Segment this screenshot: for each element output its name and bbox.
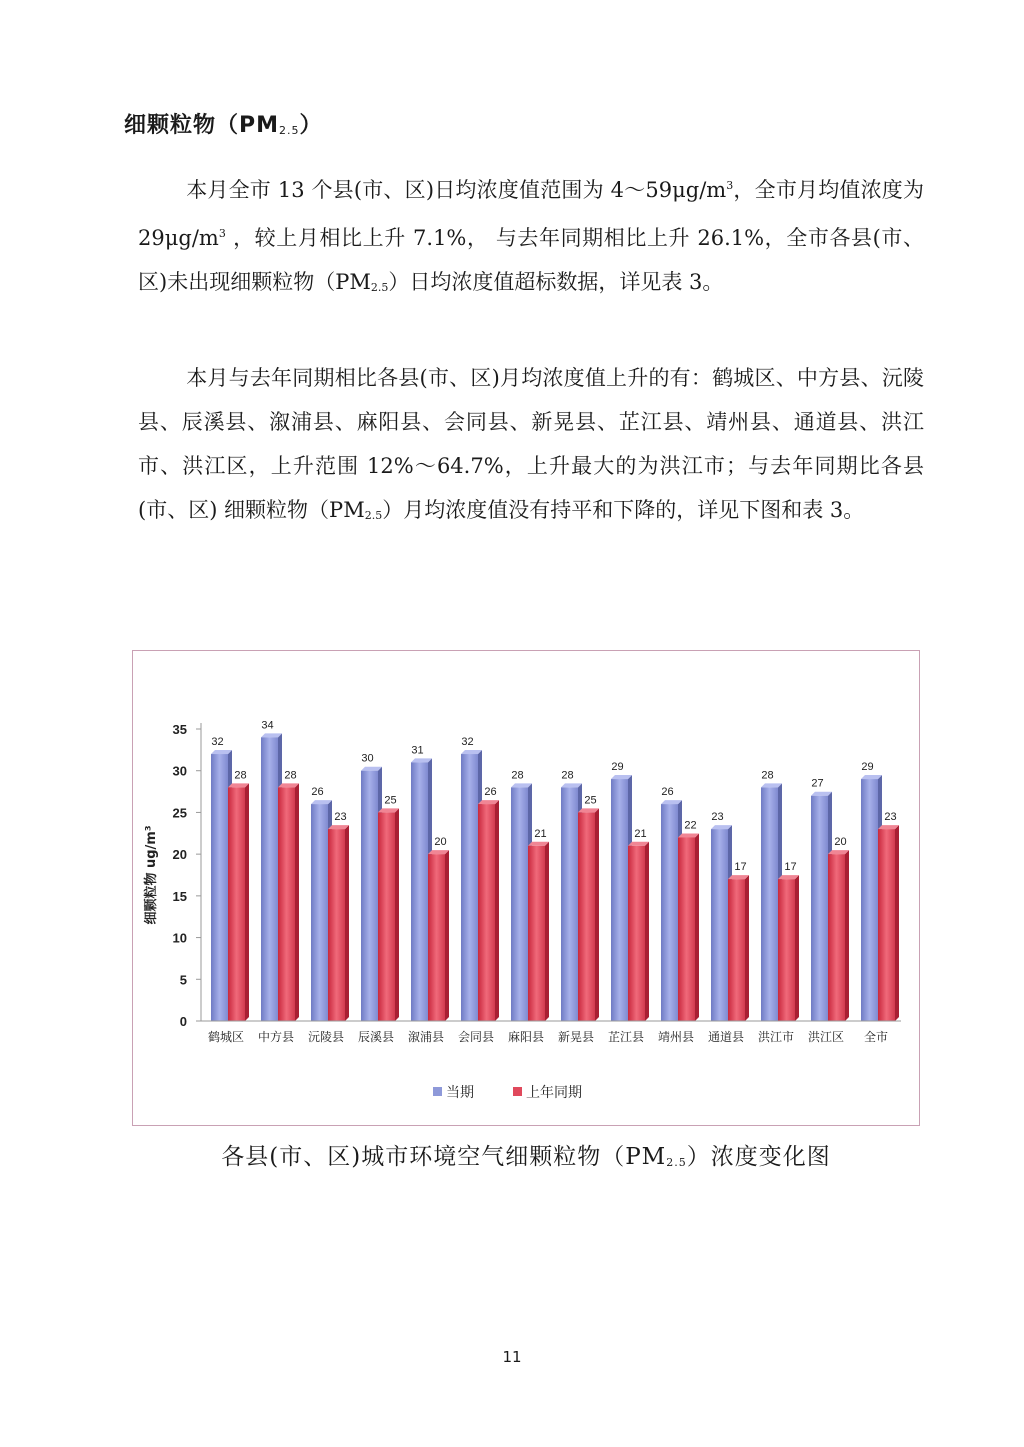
bar-side-last-year: [295, 783, 299, 1021]
legend-swatch: [513, 1087, 522, 1096]
bar-side-last-year: [345, 825, 349, 1021]
y-tick-label: 0: [179, 1014, 187, 1029]
data-label-last-year: 23: [334, 811, 347, 824]
bar-side-last-year: [695, 833, 699, 1021]
data-label-current: 29: [611, 761, 624, 774]
bar-side-last-year: [245, 783, 249, 1021]
bar-last-year: [378, 812, 395, 1021]
bar-side-last-year: [545, 842, 549, 1021]
data-label-current: 32: [461, 736, 474, 749]
data-label-last-year: 21: [634, 827, 647, 840]
paragraph-summary: 本月全市 13 个县(市、区)日均浓度值范围为 $4\sim 59\mu g/m^3$，全市月均值浓度为 $29\mu g/m^3$ ，较上月相比上升 7.1%， 与去年同期相比上升 26.1%，全市各县(市、区)未出现细颗粒物（PM2.5）日均浓度值超标数据，详见表 3。: [138, 178, 925, 294]
x-category-label: 通道县: [707, 1030, 745, 1044]
y-tick-label: 10: [172, 930, 187, 946]
data-label-current: 26: [661, 786, 674, 799]
x-category-label: 芷江县: [607, 1030, 645, 1044]
bar-last-year: [628, 846, 645, 1021]
data-label-last-year: 20: [834, 836, 847, 849]
data-label-last-year: 28: [284, 769, 297, 782]
data-label-last-year: 17: [734, 861, 747, 874]
bar-side-last-year: [745, 875, 749, 1021]
x-category-label: 溆浦县: [407, 1030, 445, 1044]
x-category-label: 会同县: [457, 1030, 495, 1044]
bar-last-year: [278, 787, 295, 1021]
bar-last-year: [228, 787, 245, 1021]
y-tick-label: 25: [172, 805, 187, 821]
chart-svg: [133, 651, 921, 1127]
bar-current: [311, 804, 328, 1021]
data-label-last-year: 17: [784, 861, 797, 874]
data-label-last-year: 22: [684, 819, 697, 832]
data-label-current: 29: [861, 761, 874, 774]
bar-side-last-year: [395, 808, 399, 1021]
bar-current: [511, 787, 528, 1021]
data-label-current: 28: [561, 769, 574, 782]
data-label-current: 26: [311, 786, 324, 799]
bar-last-year: [778, 879, 795, 1021]
bar-last-year: [828, 854, 845, 1021]
x-category-label: 沅陵县: [307, 1030, 345, 1044]
legend-label: 上年同期: [526, 1085, 582, 1101]
pm25-bar-chart: [132, 650, 920, 1126]
y-tick-label: 20: [172, 847, 187, 863]
bar-side-last-year: [795, 875, 799, 1021]
data-label-current: 31: [411, 744, 424, 757]
data-label-last-year: 28: [234, 769, 247, 782]
bar-last-year: [578, 812, 595, 1021]
bar-side-last-year: [845, 850, 849, 1021]
data-label-current: 27: [811, 777, 824, 790]
bar-side-last-year: [495, 800, 499, 1021]
y-tick-label: 15: [172, 888, 187, 904]
bar-current: [811, 796, 828, 1021]
bar-last-year: [428, 854, 445, 1021]
bar-current: [861, 779, 878, 1021]
x-category-label: 辰溪县: [357, 1030, 395, 1044]
data-label-current: 23: [711, 811, 724, 824]
x-category-label: 新晃县: [557, 1030, 595, 1044]
bar-last-year: [728, 879, 745, 1021]
legend-swatch: [433, 1087, 442, 1096]
y-tick-label: 35: [172, 722, 187, 737]
bar-last-year: [528, 846, 545, 1021]
data-label-last-year: 21: [534, 827, 547, 840]
section-heading: 细颗粒物（PM2.5）: [124, 113, 323, 138]
y-tick-label: 30: [172, 763, 187, 779]
bar-current: [661, 804, 678, 1021]
data-label-current: 30: [361, 752, 374, 765]
x-category-label: 洪江市: [757, 1030, 795, 1044]
bar-last-year: [678, 837, 695, 1021]
bar-current: [461, 754, 478, 1021]
paragraph-comparison: 本月与去年同期相比各县(市、区)月均浓度值上升的有：鹤城区、中方县、沅陵县、辰溪县、溆浦县、麻阳县、会同县、新晃县、芷江县、靖州县、通道县、洪江市、洪江区，上升范围 12%～64.7%，上升最大的为洪江市；与去年同期比各县(市、区) 细颗粒物（PM2.5）月均浓度值没有持平和下降的，详见下图和表 3。: [138, 366, 924, 522]
legend-label: 当期: [446, 1085, 474, 1101]
x-category-label: 麻阳县: [507, 1030, 545, 1044]
data-label-last-year: 20: [434, 836, 447, 849]
x-category-label: 洪江区: [807, 1030, 845, 1044]
bar-last-year: [328, 829, 345, 1021]
bar-current: [611, 779, 628, 1021]
bar-last-year: [878, 829, 895, 1021]
data-label-last-year: 23: [884, 811, 897, 824]
figure-caption: 各县(市、区)城市环境空气细颗粒物（PM2.5）浓度变化图: [221, 1144, 831, 1170]
y-tick-label: 5: [179, 972, 187, 988]
data-label-current: 28: [511, 769, 524, 782]
x-category-label: 全市: [863, 1030, 889, 1044]
data-label-last-year: 25: [384, 794, 397, 807]
bar-last-year: [478, 804, 495, 1021]
bar-side-last-year: [895, 825, 899, 1021]
bar-current: [361, 771, 378, 1021]
bar-current: [411, 762, 428, 1021]
y-axis-label: 细颗粒物 ug/m³: [144, 825, 159, 925]
x-category-label: 靖州县: [657, 1030, 695, 1044]
bar-current: [761, 787, 778, 1021]
bar-side-last-year: [645, 842, 649, 1021]
bar-current: [261, 737, 278, 1021]
x-category-label: 中方县: [257, 1030, 295, 1044]
bar-current: [211, 754, 228, 1021]
data-label-last-year: 25: [584, 794, 597, 807]
page-number: 11: [502, 1348, 522, 1366]
data-label-current: 32: [211, 736, 224, 749]
x-category-label: 鹤城区: [207, 1030, 245, 1044]
bar-side-last-year: [595, 808, 599, 1021]
bar-current: [561, 787, 578, 1021]
data-label-current: 28: [761, 769, 774, 782]
bar-current: [711, 829, 728, 1021]
data-label-current: 34: [261, 719, 274, 732]
bar-side-last-year: [445, 850, 449, 1021]
data-label-last-year: 26: [484, 786, 497, 799]
